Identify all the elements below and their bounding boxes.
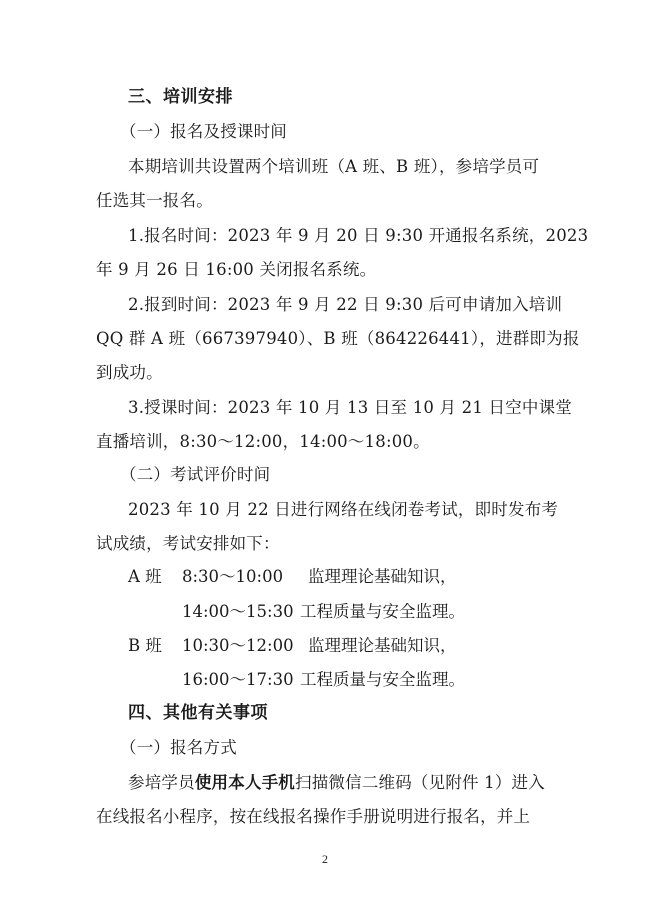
schedule-b-time-2: 16:00～17:30 <box>182 670 294 689</box>
intro-line-1: 本期培训共设置两个培训班（A 班、B 班），参培学员可 <box>128 157 540 176</box>
method-text-a: 参培学员 <box>128 773 195 792</box>
subsection-registration-heading: （一）报名及授课时间 <box>120 122 287 141</box>
schedule-class-a: A 班 <box>128 567 162 586</box>
schedule-b-time-1: 10:30～12:00 <box>182 636 294 655</box>
schedule-a-time-1: 8:30～10:00 <box>182 567 284 586</box>
schedule-a-subject-1: 监理理论基础知识， <box>308 567 457 586</box>
method-bold-text: 使用本人手机 <box>194 773 296 792</box>
schedule-a-subject-2: 工程质量与安全监理。 <box>300 602 465 621</box>
method-line-2: 在线报名小程序，按在线报名操作手册说明进行报名，并上 <box>96 807 531 826</box>
item3-line-2: 直播培训，8:30～12:00，14:00～18:00。 <box>96 432 430 451</box>
method-line-1 <box>128 773 545 793</box>
schedule-b-subject-2: 工程质量与安全监理。 <box>300 670 465 689</box>
schedule-class-b: B 班 <box>128 636 162 655</box>
exam-line-1: 2023 年 10 月 22 日进行网络在线闭卷考试，即时发布考 <box>128 500 559 519</box>
schedule-b-subject-1: 监理理论基础知识， <box>308 636 457 655</box>
section-3-heading: 三、培训安排 <box>128 87 233 107</box>
item2-line-1: 2.报到时间：2023 年 9 月 22 日 9:30 后可申请加入培训 <box>128 295 563 314</box>
item2-line-3: 到成功。 <box>96 363 163 382</box>
subsection-exam-heading: （二）考试评价时间 <box>120 465 271 484</box>
schedule-a-time-2: 14:00～15:30 <box>182 602 294 621</box>
subsection-registration-method-heading: （一）报名方式 <box>120 738 237 757</box>
intro-line-2: 任选其一报名。 <box>96 191 213 210</box>
item1-line-2: 年 9 月 26 日 16:00 关闭报名系统。 <box>96 260 377 279</box>
exam-line-2: 试成绩，考试安排如下： <box>96 534 280 553</box>
item3-line-1: 3.授课时间：2023 年 10 月 13 日至 10 月 21 日空中课堂 <box>128 398 573 417</box>
item2-line-2: QQ 群 A 班（667397940）、B 班（864226441），进群即为报 <box>96 329 580 348</box>
page-number: 2 <box>322 852 328 866</box>
section-4-heading: 四、其他有关事项 <box>128 703 268 723</box>
method-text-b: 扫描微信二维码（见附件 1）进入 <box>295 773 545 792</box>
item1-line-1: 1.报名时间：2023 年 9 月 20 日 9:30 开通报名系统，2023 <box>128 226 589 245</box>
